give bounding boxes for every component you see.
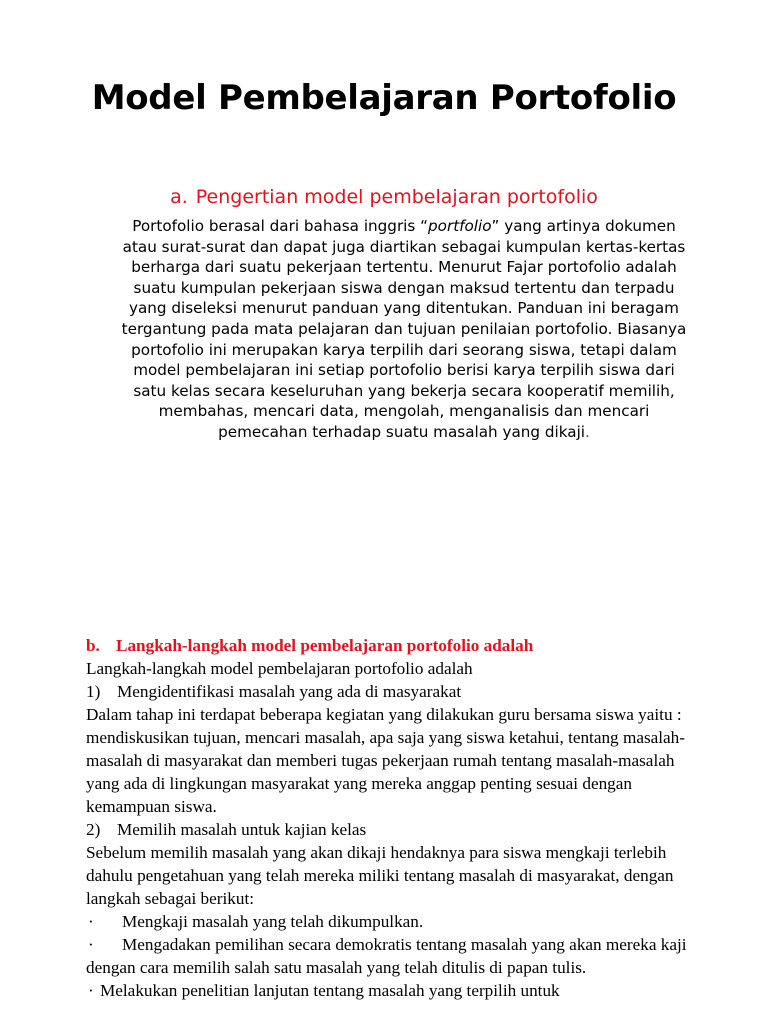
step-2-label: Memilih masalah untuk kajian kelas [117,820,367,839]
step-2-title [86,818,696,841]
section-b-intro: Langkah-langkah model pembelajaran portofolio adalah [86,659,473,678]
bullet-text: Melakukan penelitian lanjutan tentang masalah yang terpilih untuk [100,981,560,1000]
step-1-text: Dalam tahap ini terdapat beberapa kegiatan yang dilakukan guru bersama siswa yaitu : mendiskusikan tujuan, mencari masalah, apa saja yang siswa ketahui, tentang masalah-masalah di masyarakat dan memberi tugas pekerjaan rumah tentang masalah-masalah yang ada di lingkungan masyarakat yang mereka anggap penting sesuai dengan kemampuan siswa. [86,705,685,816]
step-1-label: Mengidentifikasi masalah yang ada di masyarakat [117,682,462,701]
bullet-text: Mengadakan pemilihan secara demokratis tentang masalah yang akan mereka kaji dengan cara memilih salah satu masalah yang telah ditulis di papan tulis. [86,935,687,977]
section-a-heading [0,186,768,208]
bullet-dot: · [88,981,94,1000]
bullet-item [86,933,696,979]
section-a-italic-term: portfolio [428,217,492,235]
bullet-item [86,979,696,1002]
step-2-text: Sebelum memilih masalah yang akan dikaji hendaknya para siswa mengkaji terlebih dahulu pengetahuan yang telah mereka miliki tentang masalah di masyarakat, dengan langkah sebagai berikut: [86,843,674,908]
page-title: Model Pembelajaran Portofolio [91,78,677,118]
bullet-dot: · [88,935,94,954]
section-b-letter: b. [86,636,100,655]
section-a-text-rest: ” yang artinya dokumen atau surat-surat dan dapat juga diartikan sebagai kumpulan kertas-kertas berharga dari suatu pekerjaan tertentu. Menurut Fajar portofolio adalah suatu kumpulan pekerjaan siswa dengan maksud tertentu dan terpadu yang diseleksi menurut panduan yang ditentukan. Panduan ini beragam tergantung pada mata pelajaran dan tujuan penilaian portofolio. Biasanya portofolio ini merupakan karya terpilih dari seorang siswa, tetapi dalam model pembelajaran ini setiap portofolio berisi karya terpilih siswa dari satu kelas secara keseluruhan yang bekerja secara kooperatif memilih, membahas, mencari data, mengolah, menganalisis dan mencari pemecahan terhadap suatu masalah yang dikaji [121,217,687,441]
section-b [86,634,696,1002]
section-a-heading-text: Pengertian model pembelajaran portofolio [195,186,598,208]
section-a-text-start: Portofolio berasal dari bahasa inggris “ [132,217,429,235]
step-2-number: 2) [86,820,101,839]
section-a-letter: a. [170,186,188,208]
bullet-item [86,910,696,933]
bullet-dot: · [88,912,94,931]
step-1-number: 1) [86,682,101,701]
section-a-end-mark: . [585,422,590,441]
section-b-heading-text: Langkah-langkah model pembelajaran portofolio adalah [116,636,534,655]
step-1-title [86,680,696,703]
bullet-text: Mengkaji masalah yang telah dikumpulkan. [122,912,424,931]
section-b-heading [86,634,696,657]
section-a-paragraph [118,216,690,443]
